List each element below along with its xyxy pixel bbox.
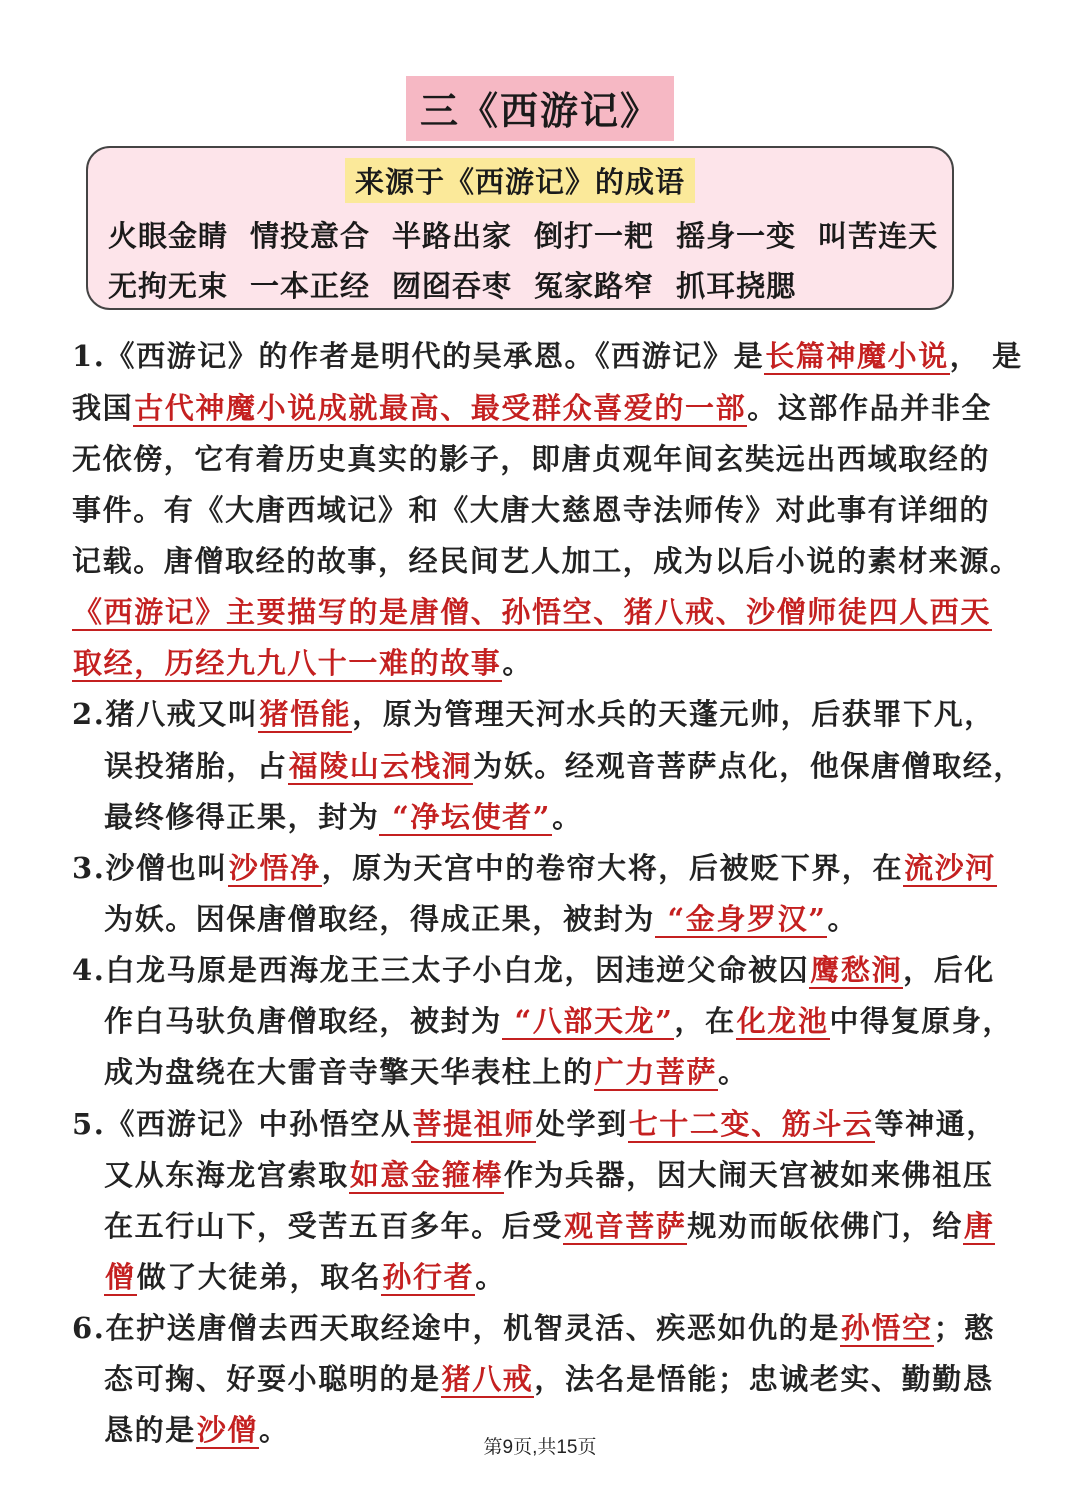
idiom: 倒打一耙	[534, 219, 655, 253]
highlighted-answer: 猪八戒	[441, 1362, 534, 1396]
idiom: 抓耳挠腮	[676, 269, 797, 303]
text-line	[72, 590, 992, 631]
text-run: 。	[475, 1260, 506, 1294]
highlighted-answer: 流沙河	[904, 851, 996, 885]
highlighted-answer: 化龙池	[736, 1004, 829, 1038]
text-run: 无依傍，它有着历史真实的影子，即唐贞观年间玄奘远出西域取经的	[72, 442, 991, 476]
highlighted-answer: 孙行者	[382, 1260, 475, 1294]
text-run: ；憨	[933, 1311, 995, 1345]
text-run: 。	[552, 800, 583, 834]
text-run: 。	[259, 1413, 290, 1447]
text-run: 4.白龙马原是西海龙王三太子小白龙，因违逆父命被囚	[72, 953, 810, 987]
highlighted-answer: 孙悟空	[840, 1311, 933, 1345]
idiom: 无拘无束	[108, 269, 229, 303]
title-wrap	[0, 76, 1080, 141]
highlighted-answer: 取经，历经九九八十一难的故事	[73, 646, 502, 680]
text-run: 等神通，	[874, 1107, 997, 1141]
text-run: ，原为管理天河水兵的天蓬元帅，后获罪下凡，	[352, 697, 995, 731]
text-run: 作白马驮负唐僧取经，被封为	[104, 1004, 502, 1038]
idiom: 摇身一变	[676, 219, 797, 253]
text-run: 。	[827, 902, 859, 936]
text-run: 2.猪八戒又叫	[72, 697, 259, 731]
text-line	[104, 795, 583, 836]
text-run: 6.在护送唐僧去西天取经途中，机智灵活、疾恶如仇的是	[72, 1311, 840, 1345]
page-footer: 第9页,共15页	[483, 1437, 597, 1458]
highlighted-answer: 僧	[105, 1260, 136, 1294]
idiom: 一本正经	[250, 269, 371, 303]
text-run: 。	[718, 1055, 749, 1089]
text-line	[104, 744, 1024, 785]
idiom-row-1	[108, 214, 960, 255]
highlighted-answer: 长篇神魔小说	[765, 339, 949, 373]
text-run: ，在	[674, 1004, 736, 1038]
highlighted-answer: 猪悟能	[259, 697, 352, 731]
text-run: 恳的是	[104, 1413, 196, 1447]
text-run: 我国	[72, 391, 134, 425]
text-run: 又从东海龙宫索取	[104, 1158, 349, 1192]
text-line	[72, 1306, 995, 1347]
highlighted-answer: 唐	[963, 1209, 995, 1243]
text-line	[72, 692, 995, 733]
text-line	[72, 539, 1021, 580]
idiom: 囫囵吞枣	[392, 269, 513, 303]
text-run: 记载。唐僧取经的故事，经民间艺人加工，成为以后小说的素材来源。	[72, 544, 1021, 578]
page-title: 三《西游记》	[406, 76, 674, 141]
text-line	[72, 437, 990, 478]
idiom: 火眼金睛	[108, 219, 229, 253]
idiom-heading-wrap	[88, 158, 952, 203]
text-line	[72, 488, 990, 529]
text-run: 为妖。经观音菩萨点化，他保唐僧取经，	[473, 749, 1025, 783]
text-line	[72, 641, 533, 682]
text-run: 规劝而皈依佛门，给	[687, 1209, 963, 1243]
highlighted-answer: “金身罗汉”	[655, 902, 827, 936]
text-run: 3.沙僧也叫	[72, 851, 228, 885]
idiom-row-2	[108, 264, 818, 305]
idiom-box	[86, 146, 954, 310]
text-line	[72, 948, 995, 989]
highlighted-answer: 鹰愁涧	[810, 953, 903, 987]
text-line	[72, 846, 997, 887]
highlighted-answer: 观音菩萨	[564, 1209, 687, 1243]
idiom: 半路出家	[392, 219, 513, 253]
text-line	[72, 386, 992, 427]
highlighted-answer: “八部天龙”	[502, 1004, 674, 1038]
highlighted-answer: 沙悟净	[228, 851, 321, 885]
text-line	[104, 999, 1013, 1040]
text-run: 最终修得正果，封为	[104, 800, 380, 834]
text-line	[104, 1357, 993, 1398]
highlighted-answer: 福陵山云栈洞	[288, 749, 473, 783]
text-run: ， 是	[949, 339, 1023, 373]
text-run: 事件。有《大唐西域记》和《大唐大慈恩寺法师传》对此事有详细的	[72, 493, 991, 527]
text-run: ，法名是悟能；忠诚老实、勤勤恳	[534, 1362, 994, 1396]
text-run: 作为兵器，因大闹天宫被如来佛祖压	[503, 1158, 994, 1192]
text-run: 。这部作品并非全	[747, 391, 993, 425]
text-run: 中得复原身，	[829, 1004, 1014, 1038]
text-run: 在五行山下，受苦五百多年。后受	[104, 1209, 564, 1243]
text-run: ，后化	[903, 953, 995, 987]
text-run: 。	[502, 646, 534, 680]
highlighted-answer: 如意金箍棒	[349, 1158, 503, 1192]
text-line	[104, 1204, 995, 1245]
text-run: 成为盘绕在大雷音寺擎天华表柱上的	[104, 1055, 594, 1089]
text-line	[104, 1153, 993, 1194]
idiom: 冤家路窄	[534, 269, 655, 303]
text-line	[72, 334, 1023, 375]
text-run: 做了大徒弟，取名	[136, 1260, 382, 1294]
text-line	[72, 1102, 997, 1143]
text-line	[104, 1255, 506, 1296]
highlighted-answer: 古代神魔小说成就最高、最受群众喜爱的一部	[134, 391, 747, 425]
highlighted-answer: 七十二变、筋斗云	[628, 1107, 874, 1141]
idiom: 叫苦连天	[818, 219, 939, 253]
idiom-heading: 来源于《西游记》的成语	[345, 158, 695, 203]
text-run: 5.《西游记》中孙悟空从	[72, 1107, 412, 1141]
text-line	[104, 1050, 749, 1091]
text-run: 态可掬、好耍小聪明的是	[104, 1362, 441, 1396]
text-run: 处学到	[535, 1107, 628, 1141]
highlighted-answer: 《西游记》主要描写的是唐僧、孙悟空、猪八戒、沙僧师徒四人西天	[73, 595, 992, 629]
text-line	[104, 897, 858, 938]
text-run: ，原为天宫中的卷帘大将，后被贬下界，在	[321, 851, 904, 885]
text-run: 为妖。因保唐僧取经，得成正果，被封为	[104, 902, 655, 936]
highlighted-answer: “净坛使者”	[380, 800, 552, 834]
idiom: 情投意合	[250, 219, 371, 253]
highlighted-answer: 菩提祖师	[412, 1107, 535, 1141]
highlighted-answer: 广力菩萨	[594, 1055, 718, 1089]
text-run: 1.《西游记》的作者是明代的吴承恩。《西游记》是	[72, 339, 765, 373]
highlighted-answer: 沙僧	[196, 1413, 259, 1447]
text-run: 误投猪胎，占	[104, 749, 288, 783]
